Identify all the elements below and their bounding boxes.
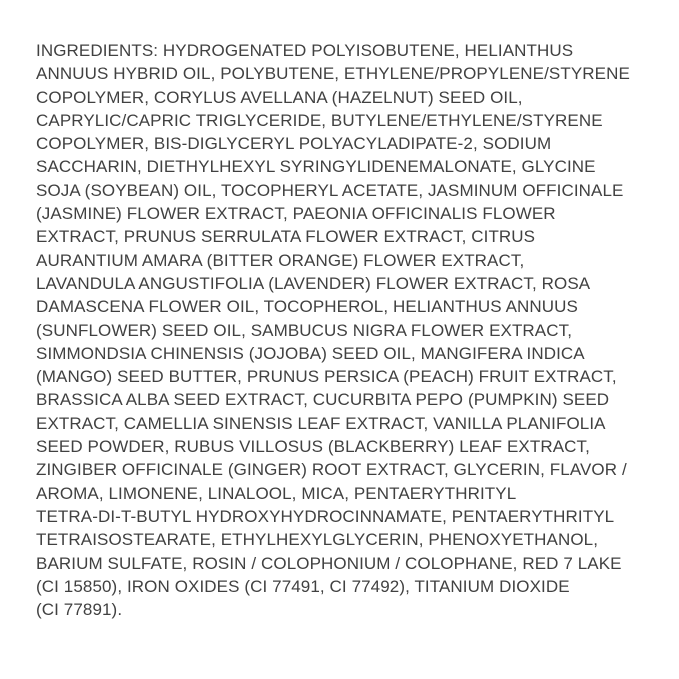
ingredients-line: ANNUUS HYBRID OIL, POLYBUTENE, ETHYLENE/PROPYLENE/STYRENE — [36, 64, 630, 84]
ingredients-line: TETRAISOSTEARATE, ETHYLHEXYLGLYCERIN, PHENOXYETHANOL, — [36, 530, 599, 550]
ingredients-line: SOJA (SOYBEAN) OIL, TOCOPHERYL ACETATE, JASMINUM OFFICINALE — [36, 180, 624, 200]
ingredients-line: (JASMINE) FLOWER EXTRACT, PAEONIA OFFICINALIS FLOWER — [36, 204, 556, 224]
ingredients-line: TETRA-DI-T-BUTYL HYDROXYHYDROCINNAMATE, PENTAERYTHRITYL — [36, 506, 615, 526]
ingredients-line: (MANGO) SEED BUTTER, PRUNUS PERSICA (PEACH) FRUIT EXTRACT, — [36, 367, 617, 387]
ingredients-line: (CI 15850), IRON OXIDES (CI 77491, CI 77492), TITANIUM DIOXIDE — [36, 576, 570, 596]
ingredients-line: AURANTIUM AMARA (BITTER ORANGE) FLOWER EXTRACT, — [36, 250, 525, 270]
ingredients-line: SEED POWDER, RUBUS VILLOSUS (BLACKBERRY) LEAF EXTRACT, — [36, 437, 590, 457]
ingredients-line: SACCHARIN, DIETHYLHEXYL SYRINGYLIDENEMALONATE, GLYCINE — [36, 157, 596, 177]
ingredients-line: BARIUM SULFATE, ROSIN / COLOPHONIUM / COLOPHANE, RED 7 LAKE — [36, 553, 622, 573]
ingredients-line: EXTRACT, PRUNUS SERRULATA FLOWER EXTRACT, CITRUS — [36, 227, 536, 247]
ingredients-line: DAMASCENA FLOWER OIL, TOCOPHEROL, HELIANTHUS ANNUUS — [36, 297, 578, 317]
ingredients-line: (SUNFLOWER) SEED OIL, SAMBUCUS NIGRA FLOWER EXTRACT, — [36, 320, 573, 340]
ingredients-line: ZINGIBER OFFICINALE (GINGER) ROOT EXTRACT, GLYCERIN, FLAVOR / — [36, 460, 627, 480]
ingredients-line: SIMMONDSIA CHINENSIS (JOJOBA) SEED OIL, MANGIFERA INDICA — [36, 343, 585, 363]
ingredients-line: COPOLYMER, CORYLUS AVELLANA (HAZELNUT) SEED OIL, — [36, 87, 523, 107]
ingredients-line: COPOLYMER, BIS-DIGLYCERYL POLYACYLADIPATE-2, SODIUM — [36, 134, 552, 154]
ingredients-line: EXTRACT, CAMELLIA SINENSIS LEAF EXTRACT, VANILLA PLANIFOLIA — [36, 413, 606, 433]
ingredients-line: LAVANDULA ANGUSTIFOLIA (LAVENDER) FLOWER EXTRACT, ROSA — [36, 273, 591, 293]
ingredients-line: CAPRYLIC/CAPRIC TRIGLYCERIDE, BUTYLENE/ETHYLENE/STYRENE — [36, 110, 603, 130]
ingredients-line: BRASSICA ALBA SEED EXTRACT, CUCURBITA PEPO (PUMPKIN) SEED — [36, 390, 610, 410]
ingredients-line: INGREDIENTS: HYDROGENATED POLYISOBUTENE, HELIANTHUS — [36, 41, 574, 60]
ingredients-line: AROMA, LIMONENE, LINALOOL, MICA, PENTAERYTHRITYL — [36, 483, 517, 503]
ingredients-text-block — [36, 39, 659, 621]
ingredients-line: (CI 77891). — [36, 600, 123, 620]
